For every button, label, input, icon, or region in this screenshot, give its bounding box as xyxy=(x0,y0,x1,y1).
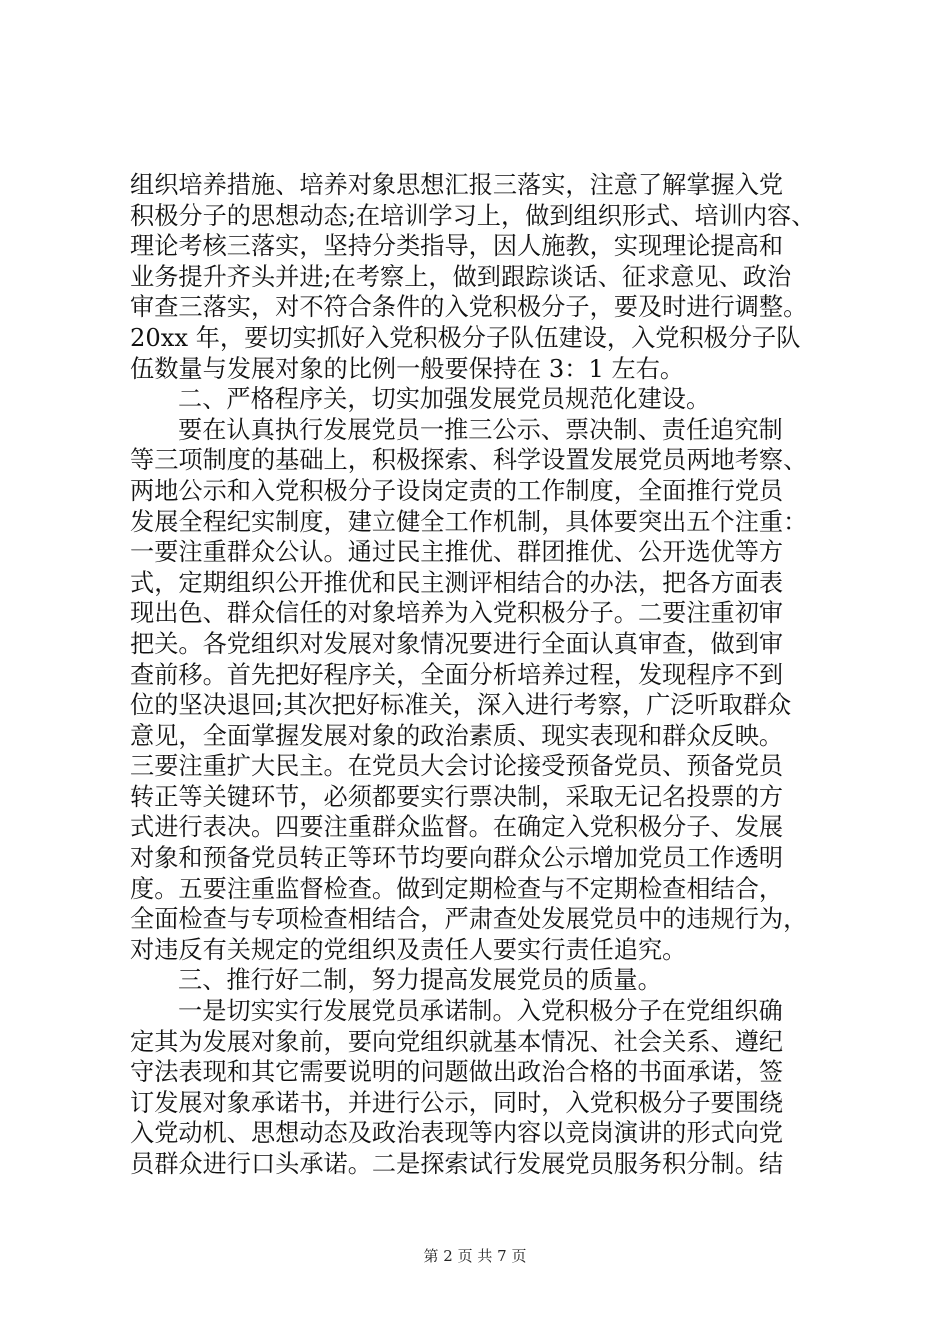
text-line: 要在认真执行发展党员一推三公示、票决制、责任追究制 xyxy=(178,415,783,444)
text-line: 位的坚决退回;其次把好标准关，深入进行考察，广泛听取群众 xyxy=(130,691,792,720)
text-line: 理论考核三落实，坚持分类指导，因人施教，实现理论提高和 xyxy=(130,232,784,261)
text-line: 守法表现和其它需要说明的问题做出政治合格的书面承诺，签 xyxy=(130,1058,784,1087)
page-footer: 第 2 页 共 7 页 xyxy=(423,1247,527,1265)
text-line: 式，定期组织公开推优和民主测评相结合的办法，把各方面表 xyxy=(130,568,784,597)
text-line: 积极分子的思想动态;在培训学习上，做到组织形式、培训内容、 xyxy=(130,201,816,230)
text-line: 两地公示和入党积极分子设岗定责的工作制度，全面推行党员 xyxy=(130,476,784,505)
text-line: 20xx 年，要切实抓好入党积极分子队伍建设，入党积极分子队 xyxy=(130,323,801,352)
text-line: 查前移。首先把好程序关，全面分析培养过程，发现程序不到 xyxy=(130,660,784,689)
text-line: 伍数量与发展对象的比例一般要保持在 3：1 左右。 xyxy=(130,354,685,383)
text-line: 审查三落实，对不符合条件的入党积极分子，要及时进行调整。 xyxy=(130,293,808,322)
text-line: 现出色、群众信任的对象培养为入党积极分子。二要注重初审 xyxy=(130,599,784,628)
text-line: 二、严格程序关，切实加强发展党员规范化建设。 xyxy=(178,385,711,414)
text-line: 定其为发展对象前，要向党组织就基本情况、社会关系、遵纪 xyxy=(130,1027,784,1056)
text-line: 式进行表决。四要注重群众监督。在确定入党积极分子、发展 xyxy=(130,813,784,842)
text-line: 一要注重群众公认。通过民主推优、群团推优、公开选优等方 xyxy=(130,538,784,567)
text-line: 一是切实实行发展党员承诺制。入党积极分子在党组织确 xyxy=(178,997,783,1026)
text-line: 三、推行好二制，努力提高发展党员的质量。 xyxy=(178,966,662,995)
text-line: 入党动机、思想动态及政治表现等内容以竞岗演讲的形式向党 xyxy=(130,1119,784,1148)
body-text xyxy=(130,170,830,1180)
text-line: 转正等关键环节，必须都要实行票决制，采取无记名投票的方 xyxy=(130,782,784,811)
text-line: 意见，全面掌握发展对象的政治素质、现实表现和群众反映。 xyxy=(130,721,784,750)
text-line: 员群众进行口头承诺。二是探索试行发展党员服务积分制。结 xyxy=(130,1150,784,1178)
text-line: 度。五要注重监督检查。做到定期检查与不定期检查相结合， xyxy=(130,874,784,903)
text-line: 对违反有关规定的党组织及责任人要实行责任追究。 xyxy=(130,935,687,964)
text-line: 订发展对象承诺书，并进行公示，同时，入党积极分子要围绕 xyxy=(130,1088,784,1117)
text-line: 把关。各党组织对发展对象情况要进行全面认真审查，做到审 xyxy=(130,629,784,658)
text-line: 业务提升齐头并进;在考察上，做到跟踪谈话、征求意见、政治 xyxy=(130,262,792,291)
text-line: 三要注重扩大民主。在党员大会讨论接受预备党员、预备党员 xyxy=(130,752,784,781)
text-line: 等三项制度的基础上，积极探索、科学设置发展党员两地考察、 xyxy=(130,446,808,475)
text-line: 组织培养措施、培养对象思想汇报三落实，注意了解掌握入党 xyxy=(130,171,784,199)
text-line: 对象和预备党员转正等环节均要向群众公示增加党员工作透明 xyxy=(130,844,784,873)
text-line: 全面检查与专项检查相结合，严肃查处发展党员中的违规行为， xyxy=(130,905,808,934)
text-line: 发展全程纪实制度，建立健全工作机制，具体要突出五个注重： xyxy=(130,507,808,536)
